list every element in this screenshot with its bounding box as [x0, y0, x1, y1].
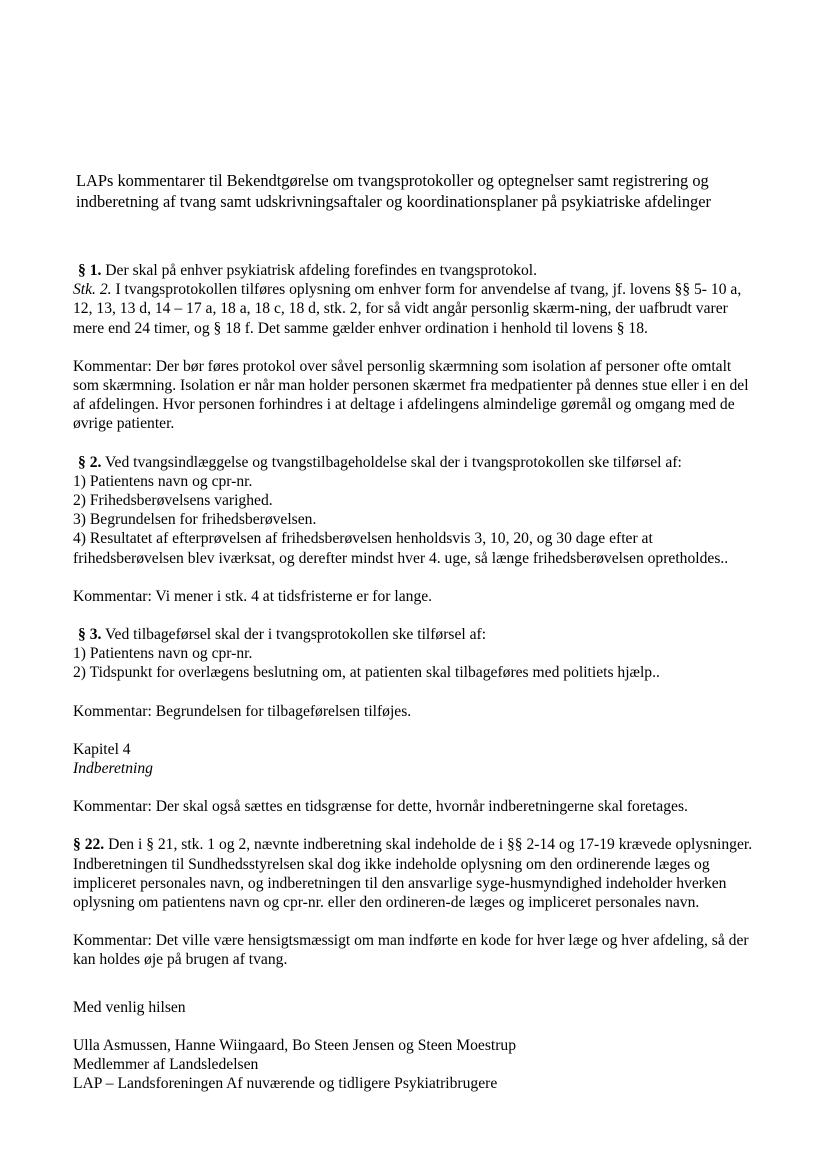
comment-1 [73, 357, 773, 434]
comment-3 [73, 702, 773, 721]
section-22-line-2: Indberetningen til Sundhedsstyrelsen skal dog ikke indeholde oplysning om den ordinerende læges og [73, 855, 710, 873]
section-1 [73, 261, 773, 338]
greeting-text: Med venlig hilsen [73, 998, 186, 1016]
signature-names: Ulla Asmussen, Hanne Wiingaard, Bo Steen Jensen og Steen Moestrup [73, 1036, 517, 1054]
section-3-item-1: 1) Patientens navn og cpr-nr. [73, 645, 253, 663]
comment-3-text: Kommentar: Begrundelsen for tilbageførelsen tilføjes. [73, 702, 412, 720]
title-line-1: LAPs kommentarer til Bekendtgørelse om tvangsprotokoller og optegnelser samt registrering og [76, 171, 709, 190]
section-22-label: § 22. [73, 836, 105, 854]
section-2-item-3: 3) Begrundelsen for frihedsberøvelsen. [73, 511, 317, 529]
section-22 [73, 835, 773, 912]
section-22-line-3: impliceret personales navn, og indberetningen til den ansvarlige syge-husmyndighed indeholder hverken [73, 874, 727, 892]
document-title [76, 170, 776, 212]
comment-5-line-1: Kommentar: Det ville være hensigtsmæssigt om man indførte en kode for hver læge og hver afdeling, så der [73, 932, 749, 950]
chapter-heading [73, 740, 773, 778]
section-1-line-3: 12, 13, 13 d, 14 – 17 a, 18 a, 18 c, 18 d, stk. 2, for så vidt angår personlig skærm-ning, der uafbrudt varer [73, 300, 728, 318]
section-2-label: § 2. [78, 453, 102, 471]
comment-5 [73, 931, 773, 969]
section-3-line-1: Ved tilbageførsel skal der i tvangsprotokollen ske tilførsel af: [101, 626, 487, 644]
section-22-line-1: Den i § 21, stk. 1 og 2, nævnte indberetning skal indeholde de i §§ 2-14 og 17-19 krævede oplysninger. [104, 836, 753, 854]
section-2-item-4b: frihedsberøvelsen blev iværksat, og derefter mindst hver 4. uge, så længe frihedsberøvelsen opretholdes.. [73, 549, 729, 567]
section-1-label: § 1. [78, 262, 102, 279]
section-22-line-4: oplysning om patientens navn og cpr-nr. eller den ordineren-de læges og impliceret personales navn. [73, 894, 700, 912]
section-2-item-4a: 4) Resultatet af efterprøvelsen af frihedsberøvelsen henholdsvis 3, 10, 20, og 30 dage efter at [73, 530, 653, 548]
section-1-line-1: Der skal på enhver psykiatrisk afdeling forefindes en tvangsprotokol. [101, 262, 538, 279]
comment-2 [73, 587, 773, 606]
title-line-2: indberetning af tvang samt udskrivningsaftaler og koordinationsplaner på psykiatriske afdelinger [76, 192, 711, 211]
chapter-name: Indberetning [73, 760, 153, 778]
section-1-stk-label: Stk. 2. [73, 281, 112, 299]
section-1-line-4: mere end 24 timer, og § 18 f. Det samme gælder enhver ordination i henhold til lovens § 18. [73, 319, 648, 337]
comment-1-line-2: som skærmning. Isolation er når man holder personen skærmet fra medpatienter på dennes stue eller i en del [73, 377, 749, 395]
comment-2-text: Kommentar: Vi mener i stk. 4 at tidsfristerne er for lange. [73, 587, 433, 605]
section-2 [73, 453, 773, 568]
section-3-item-2: 2) Tidspunkt for overlægens beslutning om, at patienten skal tilbageføres med politiets hjælp.. [73, 664, 660, 682]
signature-block [73, 1036, 773, 1094]
section-2-item-1: 1) Patientens navn og cpr-nr. [73, 472, 253, 490]
comment-1-line-1: Kommentar: Der bør føres protokol over såvel personlig skærmning som isolation af personer ofte omtalt [73, 357, 732, 375]
comment-4 [73, 797, 773, 816]
section-1-line-2: I tvangsprotokollen tilføres oplysning om enhver form for anvendelse af tvang, jf. lovens §§ 5- 10 a, [111, 281, 742, 299]
section-3-label: § 3. [78, 626, 102, 644]
signature-role: Medlemmer af Landsledelsen [73, 1056, 259, 1074]
comment-1-line-3: af afdelingen. Hvor personen forhindres i at deltage i afdelingens almindelige gøremål og omgang med de [73, 396, 735, 414]
section-2-item-2: 2) Frihedsberøvelsens varighed. [73, 492, 273, 510]
document-body [73, 261, 773, 1094]
section-3 [73, 625, 773, 683]
comment-1-line-4: øvrige patienter. [73, 415, 175, 433]
comment-5-line-2: kan holdes øje på brugen af tvang. [73, 951, 288, 969]
section-2-line-1: Ved tvangsindlæggelse og tvangstilbageholdelse skal der i tvangsprotokollen ske tilførsel af: [101, 453, 682, 471]
signature-org: LAP – Landsforeningen Af nuværende og tidligere Psykiatribrugere [73, 1075, 498, 1093]
chapter-label: Kapitel 4 [73, 740, 131, 758]
closing-greeting [73, 998, 773, 1017]
comment-4-text: Kommentar: Der skal også sættes en tidsgrænse for dette, hvornår indberetningerne skal foretages. [73, 798, 688, 816]
